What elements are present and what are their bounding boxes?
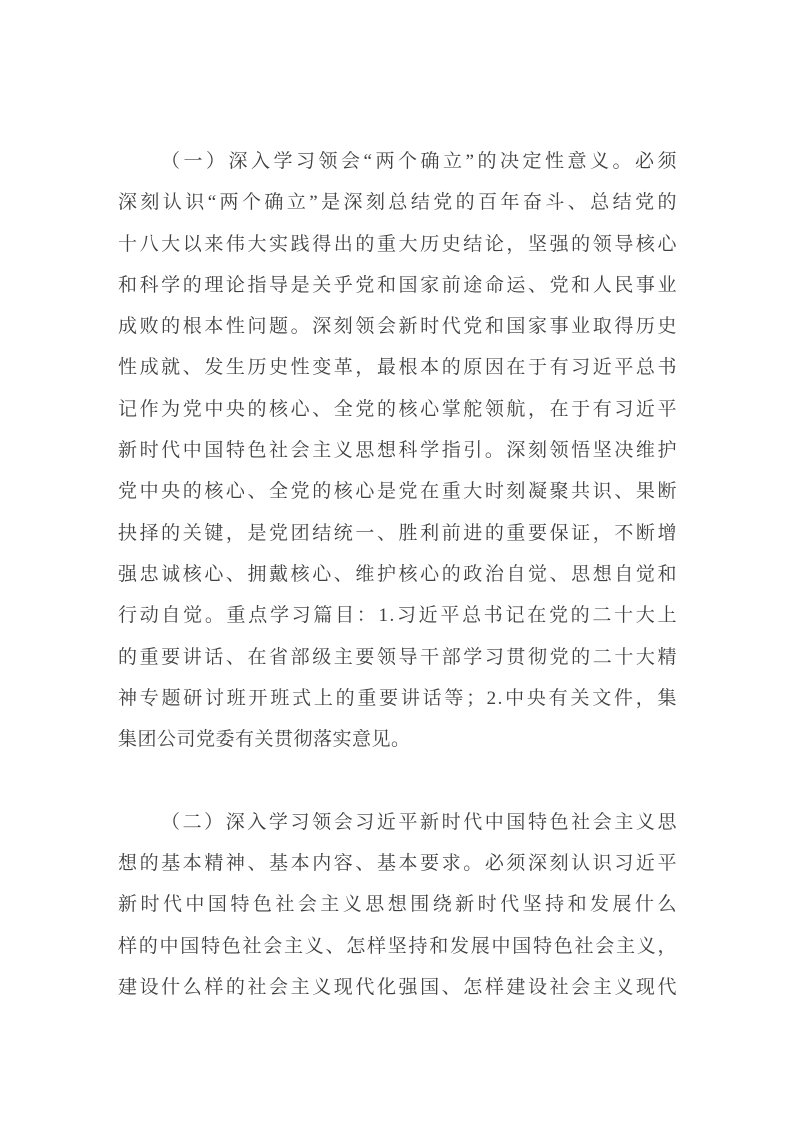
text-line: 性成就、发生历史性变革，最根本的原因在于有习近平总书 [118,357,678,379]
text-line: （一）深入学习领会“两个确立”的决定性意义。必须 [161,151,678,172]
text-line: 成败的根本性问题。深刻领会新时代党和国家事业取得历史 [118,316,678,338]
text-line: 新时代中国特色社会主义思想科学指引。深刻领悟坚决维护 [118,440,678,462]
text-line: 行动自觉。重点学习篇目：1.习近平总书记在党的二十大上 [118,605,678,627]
document-body [118,141,678,1008]
text-line: 十八大以来伟大实践得出的重大历史结论，坚强的领导核心 [118,233,678,255]
text-line: 记作为党中央的核心、全党的核心掌舵领航，在于有习近平 [118,398,678,420]
text-line: 新时代中国特色社会主义思想围绕新时代坚持和发展什么 [118,894,678,916]
text-line: 集团公司党委有关贯彻落实意见。 [118,729,411,751]
text-line: 深刻认识“两个确立”是深刻总结党的百年奋斗、总结党的 [118,192,678,214]
paragraph-section-2 [118,802,678,1008]
text-line: 建设什么样的社会主义现代化强国、怎样建设社会主义现代 [118,976,678,998]
text-line: 想的基本精神、基本内容、基本要求。必须深刻认识习近平 [118,853,678,875]
text-line: 和科学的理论指导是关乎党和国家前途命运、党和人民事业 [118,274,678,296]
paragraph-section-1 [118,141,678,760]
text-line: 神专题研讨班开班式上的重要讲话等；2.中央有关文件，集 [118,687,678,709]
text-line: 强忠诚核心、拥戴核心、维护核心的政治自觉、思想自觉和 [118,563,678,585]
text-line: （二）深入学习领会习近平新时代中国特色社会主义思 [161,811,678,833]
text-line: 的重要讲话、在省部级主要领导干部学习贯彻党的二十大精 [118,646,678,668]
text-line: 党中央的核心、全党的核心是党在重大时刻凝聚共识、果断 [118,481,678,503]
text-line: 抉择的关键，是党团结统一、胜利前进的重要保证，不断增 [118,522,678,544]
text-line: 样的中国特色社会主义、怎样坚持和发展中国特色社会主义， [118,935,678,957]
